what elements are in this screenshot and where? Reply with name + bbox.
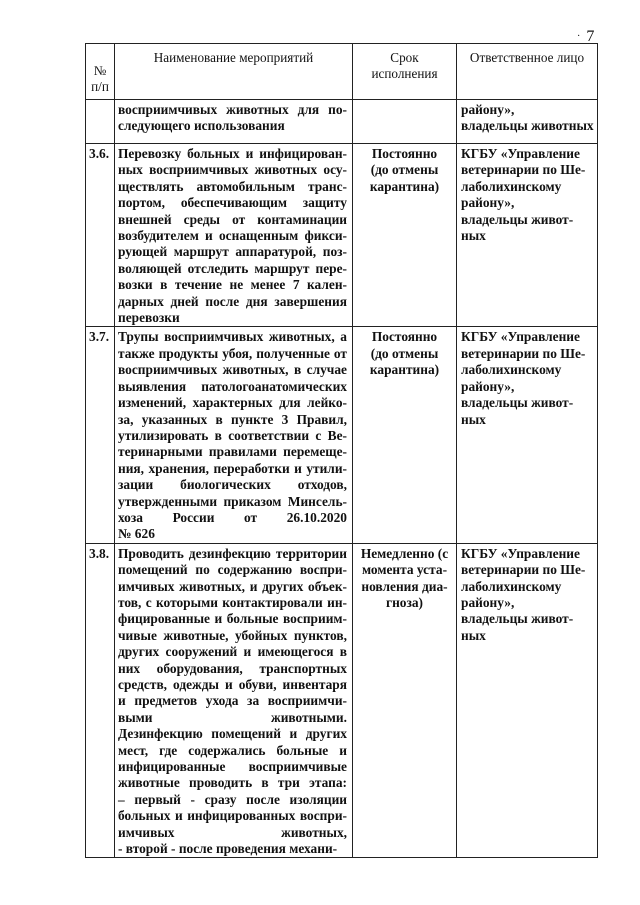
responsible-text-line: району», [461,594,515,610]
term-text [353,543,457,858]
measure-text-line: перевозки [118,310,180,326]
responsible-text [457,327,598,543]
table-row [86,144,598,327]
header-term-line2: исполнения [371,66,438,81]
term-text-line: Постоянно [371,329,438,345]
header-term-line1: Срок [390,50,419,65]
responsible-text-line: ных [461,228,486,244]
responsible-text-line: району», [461,378,515,394]
measure-text-line: утвержденными приказом Минсель- [118,493,347,509]
responsible-text-line: лаболихинскому [461,362,562,378]
table-row [86,543,598,858]
measure-text-line: чивые животные, убойных пунктов, [118,627,347,643]
measure-text-line: ществлять автомобильным транс- [118,178,347,194]
measure-text-line: портом, обеспечивающим защиту [118,195,347,211]
responsible-text-line: ных [461,411,486,427]
row-number: 3.8. [86,543,115,858]
page-mark: · [577,31,581,42]
measures-table [85,43,598,858]
measure-text [115,100,353,144]
responsible-text-line: владельцы животных [461,118,594,134]
responsible-text-line: владельцы живот- [461,395,574,411]
responsible-text-line: лаболихинскому [461,178,562,194]
measure-text-line: них оборудования, транспортных [118,660,347,676]
header-num [86,44,115,100]
responsible-text-line: ветеринарии по Ше- [461,162,586,178]
responsible-text-line: КГБУ «Управление [461,146,580,161]
row-number: 3.7. [86,327,115,543]
table-row [86,327,598,543]
responsible-text-line: КГБУ «Управление [461,545,580,561]
responsible-text-line: КГБУ «Управление [461,329,580,345]
measure-text [115,144,353,327]
measure-text-line: за, указанных в пункте 3 Правил, [118,411,347,427]
responsible-text [457,144,598,327]
measure-text-line: помещений по содержанию воспри- [118,562,347,578]
measure-text-line: фицированные и больные восприим- [118,611,347,627]
measure-text-line: - второй - после проведения механи- [118,841,338,857]
measure-text-line: утилизировать в соответствии с Ве- [118,427,347,443]
responsible-text-line: ветеринарии по Ше- [461,345,586,361]
measure-text-line: изменений, характерных для лейко- [118,395,347,411]
measure-text-line: Трупы восприимчивых животных, а [118,329,347,345]
responsible-text [457,100,598,144]
row-number [86,100,115,144]
measure-text-line: больных и инфицированных воспри- [118,808,347,824]
responsible-text-line: району», [461,102,515,117]
term-text-line: Немедленно (с [360,545,449,561]
measure-text [115,543,353,858]
term-text [353,144,457,327]
measure-text-line: и предметов ухода за восприимчи- [118,693,347,709]
measure-text-line: выми животными. [118,709,347,725]
table-row [86,100,598,144]
measure-text-line: имчивых животных, [118,824,347,840]
responsible-text-line: ветеринарии по Ше- [461,562,586,578]
table-header-row [86,44,598,100]
measure-text-line: тов, с которыми контактировали ин- [118,594,347,610]
page-number-value: 7 [586,28,595,45]
measure-text-line: следующего использования [118,118,285,134]
row-number: 3.6. [86,144,115,327]
measure-text-line: Перевозку больных и инфицирован- [118,146,347,161]
header-term [353,44,457,100]
measure-text-line: № 626 [118,526,155,542]
term-text-line: гноза) [385,594,424,610]
measure-text-line: инфицированные восприимчивые [118,759,347,775]
measure-text-line: зации биологических отходов, [118,477,347,493]
responsible-text-line: лаболихинскому [461,578,562,594]
term-text-line: момента уста- [361,562,448,578]
measure-text-line: рующей маршрут аппаратурой, поз- [118,244,347,260]
measure-text-line: возбудителем и оснащенным фикси- [118,228,347,244]
term-text-line: карантина) [369,178,440,194]
measure-text-line: воляющей отследить маршрут пере- [118,260,347,276]
responsible-text [457,543,598,858]
header-name: Наименование мероприятий [115,44,353,100]
header-num-symbol: № [93,63,107,78]
measure-text-line: ных восприимчивых животных осу- [118,162,347,178]
term-text-line: (до отмены [370,162,439,178]
measure-text-line: внешней среды от контаминации [118,211,347,227]
responsible-text-line: ных [461,627,486,643]
measure-text-line: хоза России от 26.10.2020 [118,509,347,525]
measure-text [115,327,353,543]
measure-text-line: животные проводить в три этапа: [118,775,347,791]
header-responsible: Ответственное лицо [457,44,598,100]
measure-text-line: выявления патологоанатомических [118,378,347,394]
term-text [353,327,457,543]
responsible-text-line: району», [461,195,515,211]
measure-text-line: дарных дней после дня завершения [118,293,347,309]
term-text-line: карантина) [369,362,440,378]
measure-text-line: мест, где содержались больные и [118,742,347,758]
measure-text-line: теринарными правилами перемеще- [118,444,347,460]
measure-text-line: Дезинфекцию помещений и других [118,726,347,742]
term-text-line: новления диа- [361,578,448,594]
measure-text-line: Проводить дезинфекцию территории [118,545,347,561]
measure-text-line: других сооружений и имеющегося в [118,644,347,660]
term-text [353,100,457,144]
measure-text-line: восприимчивых животных для по- [118,102,347,117]
measure-text-line: восприимчивых животных, в случае [118,362,347,378]
measure-text-line: средств, одежды и обуви, инвентаря [118,677,347,692]
responsible-text-line: владельцы живот- [461,611,574,627]
measure-text-line: также продукты убоя, полученные от [118,345,347,361]
measure-text-line: имчивых животных, и других объек- [118,578,347,594]
term-text-line: (до отмены [370,345,439,361]
measure-text-line: – первый - сразу после изоляции [118,791,347,807]
responsible-text-line: владельцы живот- [461,211,574,227]
measure-text-line: ния, хранения, переработки и утили- [118,460,347,476]
header-num-abbr: п/п [91,79,109,94]
term-text-line: Постоянно [371,146,438,161]
measure-text-line: возки в течение не менее 7 кален- [118,277,347,293]
